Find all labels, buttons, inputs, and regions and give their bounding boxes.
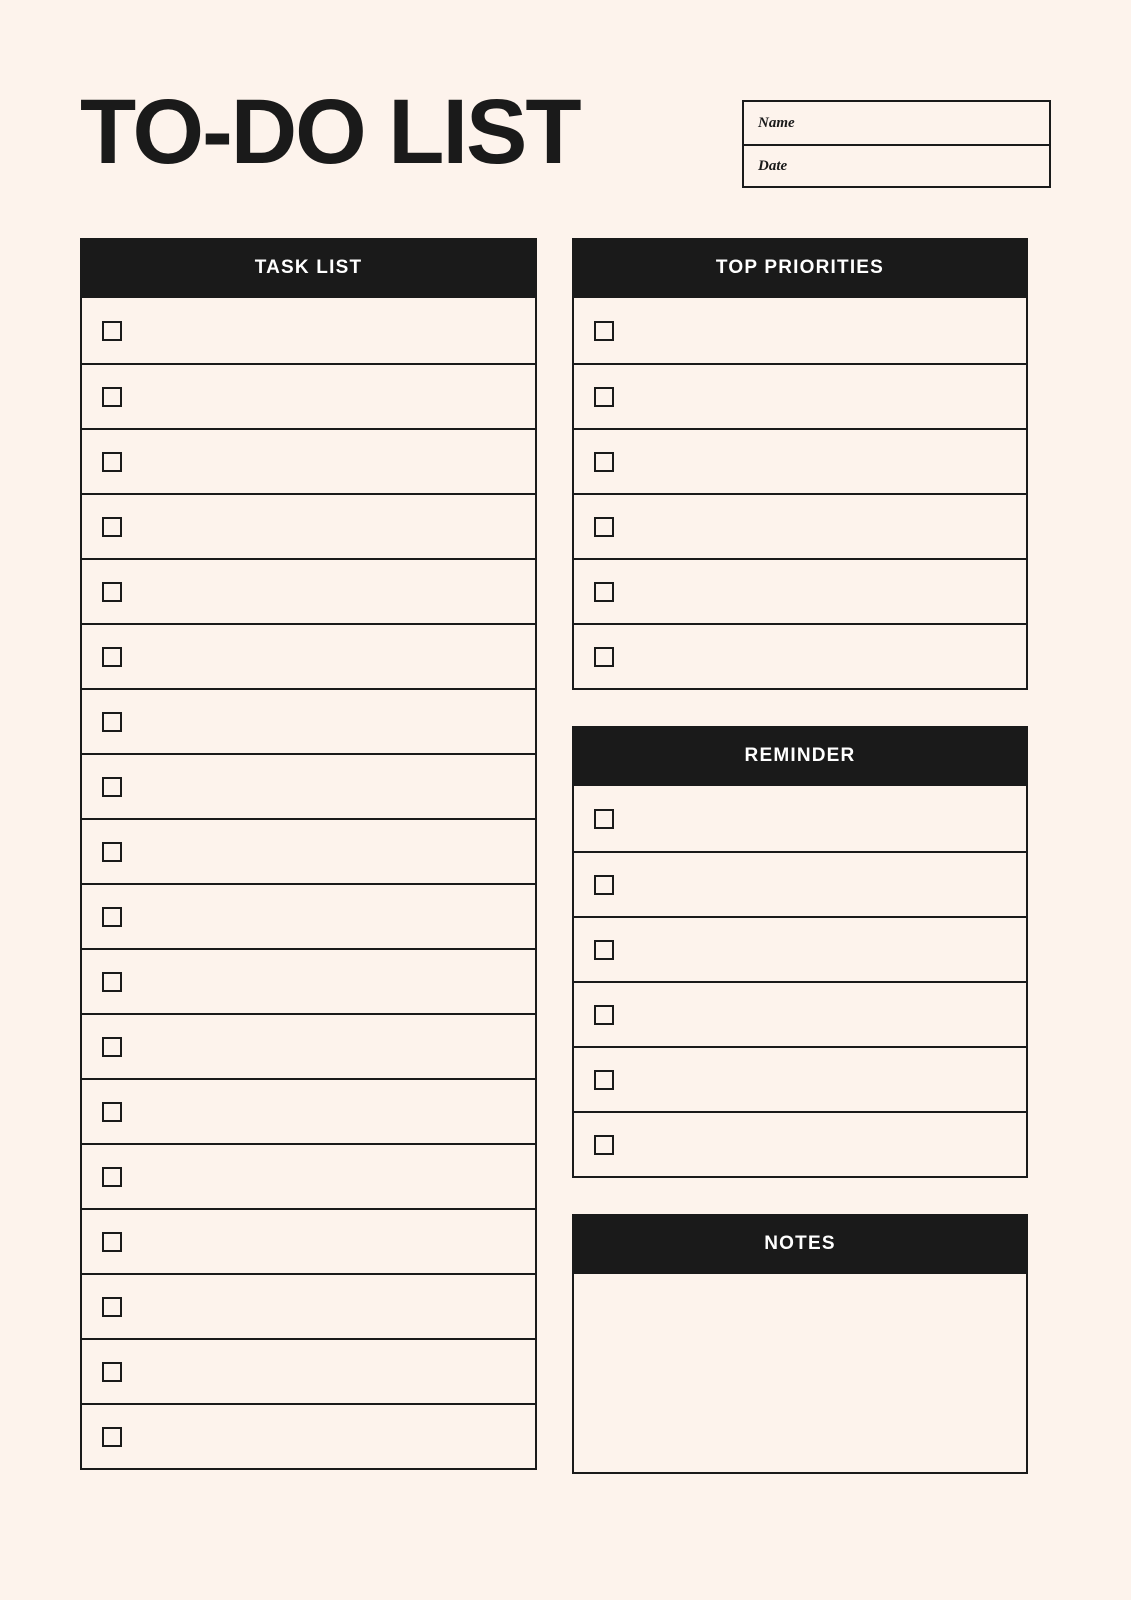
task-row[interactable] [82, 428, 535, 493]
reminder-row[interactable] [574, 1111, 1026, 1176]
task-row[interactable] [82, 1078, 535, 1143]
checkbox-icon[interactable] [102, 1102, 122, 1122]
checkbox-icon[interactable] [102, 907, 122, 927]
checkbox-icon[interactable] [102, 517, 122, 537]
name-field-row[interactable] [744, 102, 1049, 144]
checkbox-icon[interactable] [102, 1232, 122, 1252]
checkbox-icon[interactable] [102, 1167, 122, 1187]
task-row[interactable] [82, 883, 535, 948]
checkbox-icon[interactable] [594, 582, 614, 602]
task-row[interactable] [82, 298, 535, 363]
task-row[interactable] [82, 1143, 535, 1208]
priority-row[interactable] [574, 363, 1026, 428]
checkbox-icon[interactable] [102, 972, 122, 992]
task-row[interactable] [82, 623, 535, 688]
task-row[interactable] [82, 1273, 535, 1338]
task-row[interactable] [82, 1338, 535, 1403]
checkbox-icon[interactable] [102, 842, 122, 862]
checkbox-icon[interactable] [594, 1070, 614, 1090]
reminder-row[interactable] [574, 981, 1026, 1046]
checkbox-icon[interactable] [594, 809, 614, 829]
task-list-heading: TASK LIST [80, 238, 537, 298]
priority-row[interactable] [574, 493, 1026, 558]
page-header [80, 82, 1051, 192]
checkbox-icon[interactable] [102, 1427, 122, 1447]
checkbox-icon[interactable] [102, 582, 122, 602]
checkbox-icon[interactable] [102, 1037, 122, 1057]
reminder-row[interactable] [574, 851, 1026, 916]
reminder-row[interactable] [574, 786, 1026, 851]
priority-row[interactable] [574, 558, 1026, 623]
task-row[interactable] [82, 948, 535, 1013]
notes-section [572, 1214, 1028, 1474]
date-field-row[interactable] [744, 144, 1049, 186]
checkbox-icon[interactable] [594, 940, 614, 960]
checkbox-icon[interactable] [594, 387, 614, 407]
name-label: Name [758, 114, 795, 131]
task-row[interactable] [82, 688, 535, 753]
checkbox-icon[interactable] [102, 321, 122, 341]
reminder-row[interactable] [574, 916, 1026, 981]
task-row[interactable] [82, 1403, 535, 1468]
task-list-rows [80, 298, 537, 1470]
reminder-row[interactable] [574, 1046, 1026, 1111]
task-row[interactable] [82, 1208, 535, 1273]
checkbox-icon[interactable] [102, 452, 122, 472]
checkbox-icon[interactable] [102, 1362, 122, 1382]
checkbox-icon[interactable] [594, 647, 614, 667]
checkbox-icon[interactable] [102, 387, 122, 407]
checkbox-icon[interactable] [594, 1005, 614, 1025]
task-row[interactable] [82, 363, 535, 428]
task-row[interactable] [82, 818, 535, 883]
checkbox-icon[interactable] [102, 777, 122, 797]
top-priorities-rows [572, 298, 1028, 690]
priority-row[interactable] [574, 298, 1026, 363]
checkbox-icon[interactable] [594, 875, 614, 895]
checkbox-icon[interactable] [102, 712, 122, 732]
task-row[interactable] [82, 493, 535, 558]
reminder-rows [572, 786, 1028, 1178]
checkbox-icon[interactable] [102, 1297, 122, 1317]
page-title: TO-DO LIST [80, 81, 580, 183]
top-priorities-heading: TOP PRIORITIES [572, 238, 1028, 298]
reminder-heading: REMINDER [572, 726, 1028, 786]
checkbox-icon[interactable] [594, 1135, 614, 1155]
date-label: Date [758, 157, 788, 174]
top-priorities-section [572, 238, 1028, 690]
reminder-section [572, 726, 1028, 1178]
meta-box [742, 100, 1051, 188]
task-row[interactable] [82, 1013, 535, 1078]
task-row[interactable] [82, 753, 535, 818]
checkbox-icon[interactable] [594, 321, 614, 341]
checkbox-icon[interactable] [594, 452, 614, 472]
notes-input[interactable] [572, 1274, 1028, 1474]
checkbox-icon[interactable] [102, 647, 122, 667]
priority-row[interactable] [574, 428, 1026, 493]
task-row[interactable] [82, 558, 535, 623]
priority-row[interactable] [574, 623, 1026, 688]
notes-heading: NOTES [572, 1214, 1028, 1274]
checkbox-icon[interactable] [594, 517, 614, 537]
task-list-section [80, 238, 537, 1470]
